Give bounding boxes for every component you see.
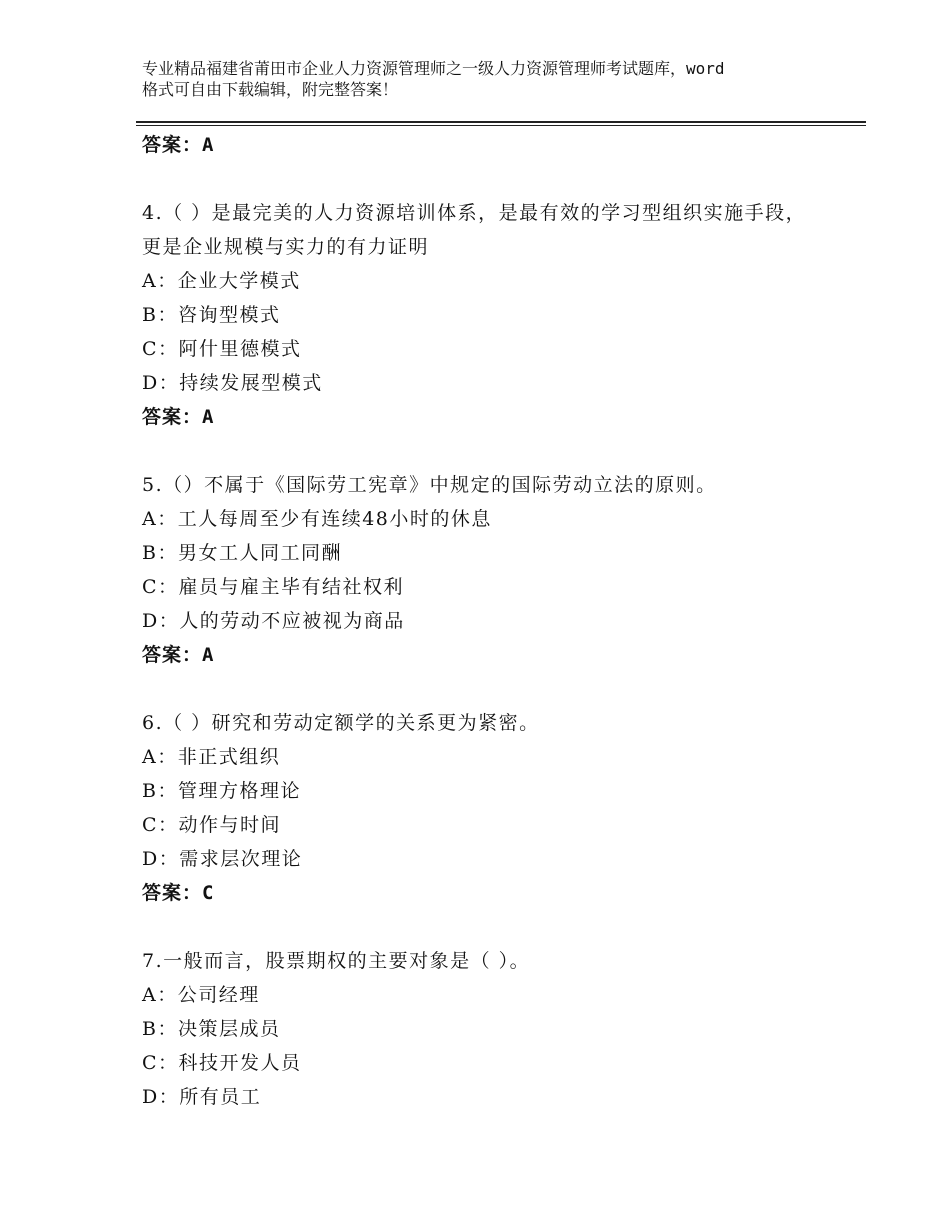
option-d: D：所有员工 xyxy=(142,1086,262,1108)
option-b: B：男女工人同工同酬 xyxy=(142,542,342,564)
option-c: C：雇员与雇主毕有结社权利 xyxy=(142,576,405,598)
option-a: A：企业大学模式 xyxy=(142,270,301,292)
header-divider-thin xyxy=(136,125,866,126)
option-c: C：动作与时间 xyxy=(142,814,282,836)
answer: 答案：A xyxy=(142,644,215,666)
answer: 答案：A xyxy=(142,406,215,428)
option-d: D：需求层次理论 xyxy=(142,848,303,870)
page-header xyxy=(142,58,832,100)
question-list xyxy=(142,128,822,1148)
option-a: A：非正式组织 xyxy=(142,746,281,768)
option-a: A：公司经理 xyxy=(142,984,260,1006)
option-b: B：决策层成员 xyxy=(142,1018,281,1040)
option-d: D：人的劳动不应被视为商品 xyxy=(142,610,405,632)
question-stem: 4.（ ）是最完美的人力资源培训体系，是最有效的学习型组织实施手段，更是企业规模与实力的有力证明 xyxy=(142,202,807,258)
question-7 xyxy=(142,944,822,1114)
question-stem: 5.（）不属于《国际劳工宪章》中规定的国际劳动立法的原则。 xyxy=(142,474,717,496)
question-6 xyxy=(142,706,822,910)
option-c: C：阿什里德模式 xyxy=(142,338,302,360)
option-c: C：科技开发人员 xyxy=(142,1052,302,1074)
header-line-1: 专业精品福建省莆田市企业人力资源管理师之一级人力资源管理师考试题库，word xyxy=(142,59,725,78)
header-divider-thick xyxy=(136,121,866,123)
answer: 答案：C xyxy=(142,882,215,904)
question-5 xyxy=(142,468,822,672)
option-d: D：持续发展型模式 xyxy=(142,372,323,394)
option-b: B：管理方格理论 xyxy=(142,780,301,802)
question-4 xyxy=(142,196,822,434)
option-b: B：咨询型模式 xyxy=(142,304,281,326)
question-stem: 6.（ ）研究和劳动定额学的关系更为紧密。 xyxy=(142,712,540,734)
option-a: A：工人每周至少有连续48小时的休息 xyxy=(142,508,492,530)
answer-previous: 答案：A xyxy=(142,134,215,156)
header-line-2: 格式可自由下载编辑，附完整答案！ xyxy=(142,80,399,99)
question-stem: 7.一般而言，股票期权的主要对象是（ ）。 xyxy=(142,950,531,972)
